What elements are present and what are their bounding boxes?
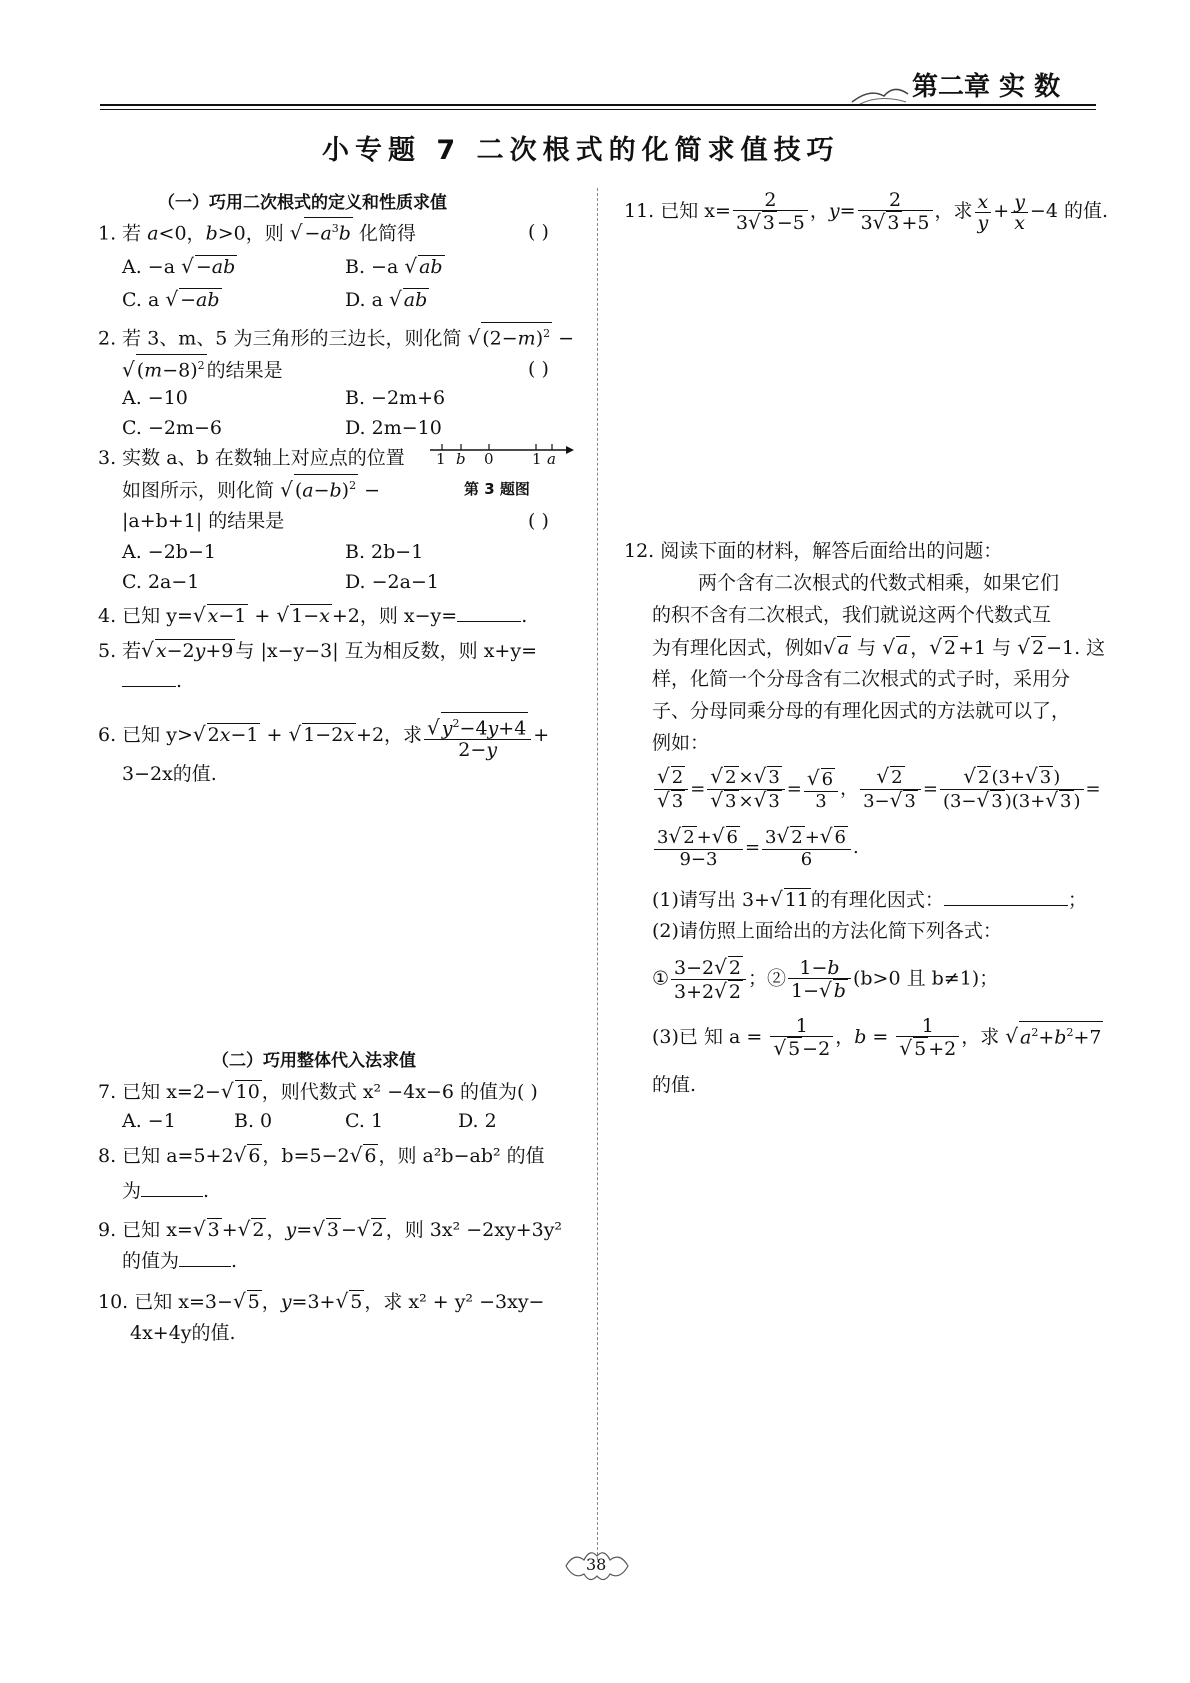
section-2-heading: （二）巧用整体代入法求值 [212,1051,416,1071]
q1-option-d: D. a √ ab [345,287,428,311]
q12-para-line2: 的积不含有二次根式，我们就说这两个代数式互 [652,604,1052,626]
q3-option-c: C. 2a−1 [122,571,200,593]
q1-paren: ( ) [528,221,549,243]
q12-sub1-answer-blank[interactable] [944,887,1068,906]
header-rule-thin [100,109,1096,110]
q3-axis-label-1: 1 [532,450,542,468]
q3-paren: ( ) [528,510,549,532]
q3-option-b: B. 2b−1 [345,541,424,563]
q12-intro: 12. 阅读下面的材料，解答后面给出的问题： [624,540,1003,562]
page-number: 38 [586,1555,607,1574]
q2-option-b: B. −2m+6 [345,387,446,409]
q12-sub2: (2)请仿照上面给出的方法化简下列各式： [652,920,1002,942]
q2-option-a: A. −10 [122,387,188,409]
q7-option-d: D. 2 [458,1110,497,1132]
q4-stem: 4. 已知 y=√ x−1 + √ 1−x +2，则 x−y= . [98,603,528,627]
q1-stem: 1. 若 a<0，b>0，则 √ $-a^3b$ 化简得 [98,217,416,248]
page-title: 小专题 7 二次根式的化简求值技巧 [322,135,840,166]
q1-option-c: C. a √ −ab [122,287,220,311]
q12-example-line1: $\frac{√ 2}{√ 3}$ = $\frac{√ 2 \times√ 3}{√ 3 \times√ 3}$ = $\frac{√ 6}{3}$ ， $\frac{√ 2}{3-√ 3}$ = $\frac{√ 2 (3+√ 3 )}{(3-√ 3 )(3+√ 3 )}$ = [652,766,1101,813]
q9-answer-blank[interactable] [179,1248,231,1267]
q3-line3: |a+b+1| 的结果是 [122,510,285,532]
q2-line2: √ $(m-8)^2$ 的结果是 [122,354,283,385]
q12-sub3-line2: 的值. [652,1074,697,1096]
q10-line2: 4x+4y的值. [130,1322,236,1344]
q3-option-d: D. −2a−1 [345,571,439,593]
q9-stem: 9. 已知 x=√ 3 +√ 2 ，y=√ 3 −√ 2 ，则 3x² −2xy+3y² [98,1217,563,1241]
q3-line1: 3. 实数 a、b 在数轴上对应点的位置 [98,447,405,469]
q8-answer-blank[interactable] [141,1178,203,1197]
q6-line2: 3−2x的值. [122,763,217,785]
q5-line2: . [122,666,182,696]
q2-line1: 2. 若 3、m、5 为三角形的三边长，则化简 √ $(2-m)^2$ − [98,322,574,353]
q11-stem: 11. 已知 x= $\frac{2}{3√ 3 -5}$ ，y= $\frac{2}{3√ 3 +5}$ ，求 $\frac{x}{y}$ + $\frac{y}{x}$ −4 的值. [624,189,1109,234]
q5-stem: 5. 若√ x−2y+9 与 |x−y−3| 互为相反数，则 x+y= [98,638,537,662]
section-1-heading: （一）巧用二次根式的定义和性质求值 [158,193,447,213]
q4-answer-blank[interactable] [457,603,521,622]
header-ornament-icon [850,80,910,106]
q12-sub1: (1)请写出 3+√ 11 的有理化因式： ； [652,887,1087,911]
q8-line2: 为 . [122,1180,210,1202]
q3-axis-label-0: 0 [484,450,494,468]
q12-example-line2: $\frac{3√ 2 +√ 6}{9-3}$ = $\frac{3√ 2 +√ 6}{6}$ . [652,826,859,870]
column-divider [597,188,598,1560]
q1-option-b: B. −a √ ab [345,254,443,278]
q1-option-a: A. −a √ −ab [122,254,236,278]
q12-para-line3: 为有理化因式，例如√ a 与 √ a ，√ 2 +1 与 √ 2 −1. 这 [652,635,1106,659]
q12-para-line6: 例如： [652,732,710,754]
q3-figure-caption: 第 3 题图 [464,480,530,498]
q12-para-line4: 样，化简一个分母含有二次根式的式子时，采用分 [652,668,1071,690]
q3-option-a: A. −2b−1 [122,541,216,563]
q3-axis-label-a: a [547,450,556,468]
q8-stem: 8. 已知 a=5+2√ 6 ，b=5−2√ 6 ，则 a²b−ab² 的值 [98,1143,545,1167]
q7-option-b: B. 0 [234,1110,273,1132]
q5-answer-blank[interactable] [122,668,176,687]
q12-para-line5: 子、分母同乘分母的有理化因式的方法就可以了， [652,700,1071,722]
q6-stem: 6. 已知 y>√ 2x−1 + √ 1−2x +2，求 $\frac{√ y^2-4y+4}{2-y}$ + [98,712,549,760]
q2-option-c: C. −2m−6 [122,417,222,439]
q7-option-c: C. 1 [345,1110,384,1132]
q10-stem: 10. 已知 x=3−√ 5 ，y=3+√ 5 ，求 x² + y² −3xy− [98,1289,545,1313]
q7-option-a: A. −1 [122,1110,176,1132]
q12-para-line1: 两个含有二次根式的代数式相乘，如果它们 [698,572,1060,594]
header-rule [100,104,1096,106]
q7-stem: 7. 已知 x=2−√ 10 ，则代数式 x² −4x−6 的值为( ) [98,1079,538,1103]
chapter-header: 第二章 实 数 [912,72,1061,102]
q3-axis-label-b: b [456,450,466,468]
q3-axis-label-neg1: 1 [436,450,446,468]
q3-line2: 如图所示，则化简 √ $(a-b)^2$ − [122,474,380,505]
q2-paren: ( ) [528,358,549,380]
q12-sub3: (3)已 知 a = $\frac{1}{√ 5 -2}$ ，b = $\frac{1}{√ 5 +2}$ ，求 √ $a^2+b^2+7$ [652,1015,1102,1060]
q2-option-d: D. 2m−10 [345,417,442,439]
q9-line2: 的值为 . [122,1250,238,1272]
q12-sub2-items: ① $\frac{3-2√ 2}{3+2√ 2}$ ；② $\frac{1-b}{1-√ b}$ (b>0 且 b≠1)； [652,955,999,1003]
